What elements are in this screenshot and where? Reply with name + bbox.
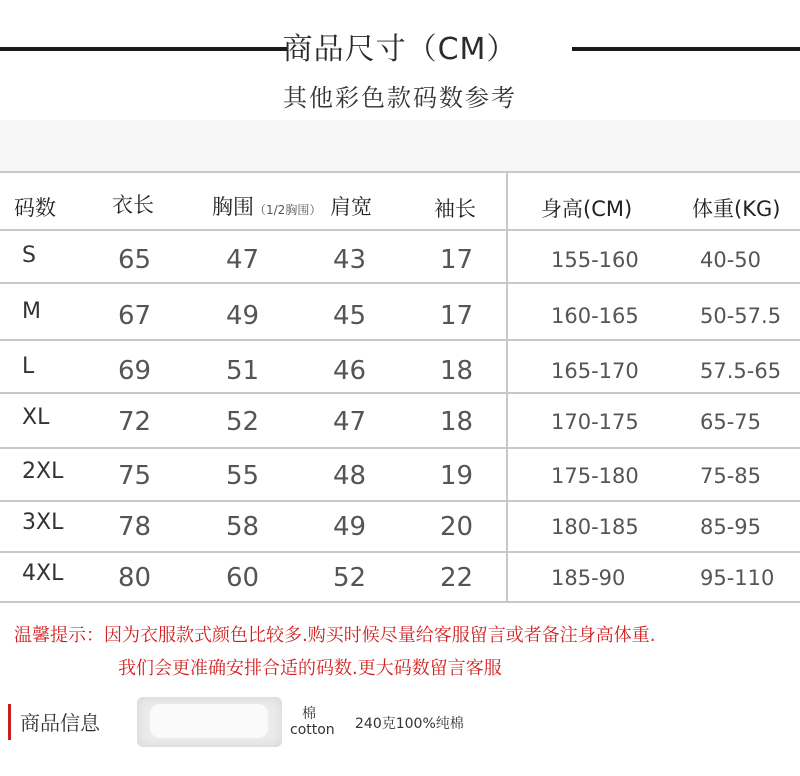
tip-line-2: 我们会更准确安排合适的码数.更大码数留言客服: [118, 658, 502, 679]
cell-height: 160-165: [551, 304, 639, 328]
cell-height: 170-175: [551, 410, 639, 434]
cell-length: 78: [118, 512, 152, 542]
cell-shoulder: 52: [333, 563, 367, 593]
cell-chest: 51: [226, 356, 260, 386]
header-chest-label: 胸围: [212, 195, 254, 219]
cell-shoulder: 47: [333, 407, 367, 437]
header-divider: [0, 229, 800, 231]
cell-shoulder: 49: [333, 512, 367, 542]
header-shoulder: 肩宽: [330, 195, 372, 219]
cell-weight: 65-75: [700, 410, 762, 434]
cell-weight: 40-50: [700, 248, 762, 272]
cell-length: 72: [118, 407, 152, 437]
page-subtitle: 其他彩色款码数参考: [283, 84, 517, 112]
material-cn: 棉: [302, 706, 316, 722]
row-divider: [0, 447, 800, 449]
page-title: 商品尺寸（CM）: [282, 32, 518, 67]
cell-shoulder: 43: [333, 245, 367, 275]
cell-weight: 57.5-65: [700, 359, 782, 383]
cell-sleeve: 20: [440, 512, 474, 542]
cell-size: 3XL: [22, 510, 64, 535]
cell-height: 185-90: [551, 566, 626, 590]
row-divider: [0, 392, 800, 394]
cell-sleeve: 22: [440, 563, 474, 593]
cell-sleeve: 19: [440, 461, 474, 491]
cell-weight: 85-95: [700, 515, 762, 539]
cell-shoulder: 48: [333, 461, 367, 491]
cell-weight: 75-85: [700, 464, 762, 488]
header-size: 码数: [14, 196, 56, 220]
cell-size: 4XL: [22, 561, 64, 586]
tip-line-1: 温馨提示：因为衣服款式颜色比较多.购买时候尽量给客服留言或者备注身高体重.: [14, 625, 656, 646]
cell-height: 165-170: [551, 359, 639, 383]
info-accent-bar: [8, 704, 11, 740]
cell-size: 2XL: [22, 459, 64, 484]
header-weight: 体重(KG): [692, 197, 781, 221]
cell-chest: 55: [226, 461, 260, 491]
row-divider: [0, 339, 800, 341]
row-divider: [0, 282, 800, 284]
cell-size: M: [22, 299, 41, 324]
cell-height: 180-185: [551, 515, 639, 539]
cell-height: 175-180: [551, 464, 639, 488]
cell-sleeve: 18: [440, 356, 474, 386]
cell-chest: 47: [226, 245, 260, 275]
material-spec: 240克100%纯棉: [355, 716, 464, 732]
cell-length: 65: [118, 245, 152, 275]
header-band: [0, 120, 800, 172]
cell-sleeve: 18: [440, 407, 474, 437]
row-divider: [0, 551, 800, 553]
table-top-border: [0, 171, 800, 173]
cell-length: 80: [118, 563, 152, 593]
cell-chest: 52: [226, 407, 260, 437]
cell-chest: 49: [226, 301, 260, 331]
cell-weight: 95-110: [700, 566, 775, 590]
cell-weight: 50-57.5: [700, 304, 782, 328]
cell-sleeve: 17: [440, 245, 474, 275]
material-en: cotton: [290, 722, 335, 738]
fabric-swatch-highlight: [150, 704, 268, 738]
column-separator: [506, 172, 508, 602]
header-length: 衣长: [112, 193, 154, 217]
cell-shoulder: 46: [333, 356, 367, 386]
table-bottom-border: [0, 601, 800, 603]
cell-length: 69: [118, 356, 152, 386]
row-divider: [0, 500, 800, 502]
cell-length: 75: [118, 461, 152, 491]
cell-chest: 58: [226, 512, 260, 542]
header-sleeve: 袖长: [434, 197, 476, 221]
cell-shoulder: 45: [333, 301, 367, 331]
cell-size: XL: [22, 405, 50, 430]
header-height: 身高(CM): [541, 197, 633, 221]
header-chest-note: （1/2胸围）: [254, 203, 322, 217]
cell-size: S: [22, 243, 36, 268]
cell-sleeve: 17: [440, 301, 474, 331]
cell-chest: 60: [226, 563, 260, 593]
cell-length: 67: [118, 301, 152, 331]
cell-size: L: [22, 354, 35, 379]
info-label: 商品信息: [20, 711, 100, 735]
header-chest: [212, 191, 321, 221]
cell-height: 155-160: [551, 248, 639, 272]
